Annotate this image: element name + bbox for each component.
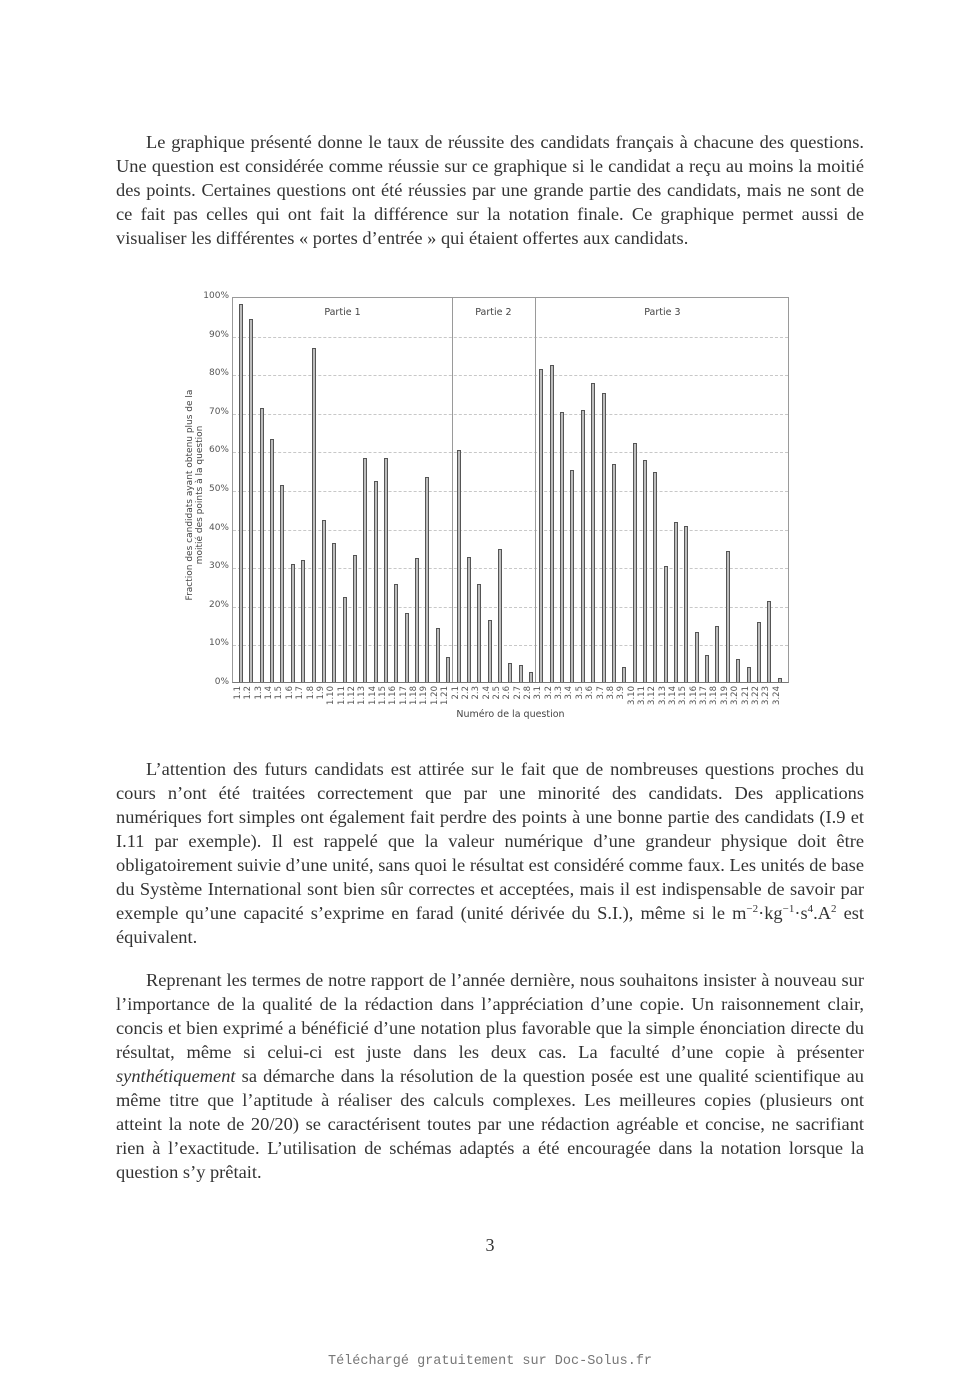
x-tick-label: 1.18 [409, 686, 420, 705]
x-tick-label: 3.15 [678, 686, 689, 705]
bar [664, 566, 668, 682]
x-tick-label: 1.21 [440, 686, 451, 705]
y-tick-label: 30% [208, 561, 229, 572]
attention-paragraph: L’attention des futurs candidats est attirée sur le fait que de nombreuses questions proches du cours n’ont été traitées correctement que par une minorité des candidats. Des applications numériques fort simples ont également fait perdre des points à une bonne partie des candidats (I.9 et I.11 par exemple). Il est rappelé que la valeur numérique d’une grandeur physique doit être obligatoirement suivie d’une unité, sans quoi le résultat est considéré comme faux. Les unités de base du Système International sont bien sûr correctes et acceptées, mais il est indispensable de savoir par exemple qu’une capacité s’exprime en farad (unité dérivée du S.I.), même si le $m^{-2}\cdot kg^{-1}\cdot s^4.A^2$ est équivalent. [116, 759, 864, 947]
bar [239, 304, 243, 682]
x-tick-label: 3.5 [574, 686, 585, 700]
x-tick-label: 1.9 [315, 686, 326, 700]
x-tick-label: 1.19 [419, 686, 430, 705]
bar [291, 564, 295, 682]
plot-area [232, 297, 789, 683]
bar [653, 472, 657, 682]
x-tick-label: 3.16 [688, 686, 699, 705]
bar [249, 319, 253, 682]
x-tick-label: 3.10 [626, 686, 637, 705]
y-tick-label: 90% [208, 329, 229, 340]
bar [394, 584, 398, 682]
x-tick-label: 3.17 [699, 686, 710, 705]
y-tick-label: 50% [208, 484, 229, 494]
x-tick-label: 1.15 [378, 686, 389, 705]
gridline [233, 491, 788, 492]
bar [353, 555, 357, 682]
y-tick-label: 20% [208, 599, 229, 610]
success-rate-chart [180, 285, 800, 725]
x-tick-label: 3.18 [709, 686, 720, 705]
bar [778, 678, 782, 682]
bar [467, 557, 471, 682]
bar [674, 522, 678, 682]
bar [695, 632, 699, 682]
bar [457, 450, 461, 682]
y-tick-label: 0% [214, 677, 229, 687]
x-tick-label: 3.6 [585, 686, 596, 700]
bar [591, 383, 595, 682]
x-axis-label: Numéro de la question [456, 709, 565, 720]
x-tick-label: 1.6 [284, 686, 295, 700]
bar [425, 477, 429, 682]
x-tick-label: 3.7 [595, 686, 606, 700]
x-tick-label: 2.7 [512, 686, 523, 700]
x-tick-label: 3.11 [636, 686, 647, 705]
bar [384, 458, 388, 682]
bar [602, 393, 606, 683]
bar [301, 560, 305, 682]
gridline [233, 452, 788, 453]
section-separator [452, 298, 453, 682]
y-tick-label: 40% [208, 522, 229, 533]
bar [436, 628, 440, 682]
x-tick-label: 3.8 [605, 686, 616, 700]
x-tick-label: 1.14 [367, 686, 378, 705]
x-tick-label: 3.19 [719, 686, 730, 705]
x-tick-label: 3.2 [543, 686, 554, 700]
x-tick-label: 1.3 [253, 686, 264, 700]
gridline [233, 375, 788, 376]
x-tick-label: 1.1 [233, 686, 243, 700]
bar [560, 412, 564, 682]
x-tick-label: 1.4 [264, 686, 275, 700]
x-tick-label: 1.10 [326, 686, 337, 705]
bar [550, 365, 554, 682]
bar [312, 348, 316, 682]
x-tick-label: 3.22 [750, 686, 761, 705]
bar [477, 584, 481, 682]
x-tick-label: 3.4 [564, 686, 575, 700]
x-tick-label: 3.20 [730, 686, 741, 705]
bar [519, 665, 523, 682]
bar [488, 620, 492, 682]
bar [322, 520, 326, 682]
bar [747, 667, 751, 682]
x-tick-label: 1.11 [336, 686, 347, 705]
x-tick-label: 3.23 [761, 686, 772, 705]
x-tick-label: 3.9 [616, 686, 627, 700]
bar [705, 655, 709, 682]
bar [581, 410, 585, 682]
x-tick-label: 3.12 [647, 686, 658, 705]
x-tick-label: 1.17 [398, 686, 409, 705]
bar [498, 549, 502, 682]
x-tick-label: 1.20 [429, 686, 440, 705]
y-tick-label: 10% [208, 638, 229, 649]
page-number: 3 [485, 1235, 495, 1255]
x-tick-label: 1.13 [357, 686, 368, 705]
bar [529, 672, 533, 682]
y-tick-label: 80% [208, 368, 229, 379]
gridline [233, 645, 788, 646]
x-tick-label: 3.14 [668, 686, 679, 705]
intro-paragraph: Le graphique présenté donne le taux de réussite des candidats français à chacune des questions. Une question est considérée comme réussie sur ce graphique si le candidat a reçu au moins la moitié des points. Certaines questions ont été réussies par une grande partie des candidats, mais ne sont de ce fait pas celles qui ont fait la différence sur la notation finale. Ce graphique permet aussi de visualiser les différentes « portes d’entrée » qui étaient offertes aux candidats. [116, 132, 864, 248]
x-tick-label: 3.3 [554, 686, 565, 700]
x-tick-label: 1.16 [388, 686, 399, 705]
bar [726, 551, 730, 682]
y-tick-label: 100% [203, 291, 229, 301]
x-tick-label: 1.7 [295, 686, 306, 700]
bar [363, 458, 367, 682]
bar [757, 622, 761, 682]
redaction-paragraph: Reprenant les termes de notre rapport de l’année dernière, nous souhaitons insister à nouveau sur l’importance de la qualité de la rédaction dans l’appréciation d’une copie. Un raisonnement clair, concis et bien exprimé a bénéficié d’une notation plus favorable que la simple énonciation directe du résultat, même si celui-ci est juste dans les deux cas. La faculté d’une copie à présenter synthétiquement sa démarche dans la résolution de la question posée est une qualité scientifique au même titre que l’aptitude à réaliser des calculs complexes. Les meilleures copies (plusieurs ont atteint la note de 20/20) se caractérisent toutes par une rédaction agréable et concise, ne sacrifiant rien à l’exactitude. L’utilisation de schémas adaptés a été encouragée dans la notation lorsque la question s’y prêtait. [116, 970, 864, 1182]
bar [332, 543, 336, 682]
bar [508, 663, 512, 682]
bar [570, 470, 574, 682]
bar [715, 626, 719, 682]
x-tick-label: 2.8 [523, 686, 534, 700]
bar [684, 526, 688, 682]
x-tick-label: 2.2 [460, 686, 471, 700]
download-footer: Téléchargé gratuitement sur Doc-Solus.fr [327, 1354, 653, 1369]
section-label: Partie 2 [475, 307, 512, 318]
gridline [233, 414, 788, 415]
x-tick-label: 1.8 [305, 686, 316, 700]
section-label: Partie 3 [644, 307, 681, 318]
y-tick-label: 70% [208, 406, 229, 417]
bar [612, 464, 616, 682]
bar [446, 657, 450, 682]
x-tick-label: 3.13 [657, 686, 668, 705]
x-tick-label: 3.1 [533, 686, 544, 700]
bar [622, 667, 626, 682]
section-separator [535, 298, 536, 682]
y-tick-label: 60% [208, 445, 229, 456]
gridline [233, 337, 788, 338]
bar [270, 439, 274, 682]
bar [767, 601, 771, 682]
x-tick-label: 1.12 [346, 686, 357, 705]
x-tick-label: 2.4 [481, 686, 492, 700]
gridline [233, 568, 788, 569]
bar [405, 613, 409, 682]
bar [280, 485, 284, 682]
x-tick-label: 1.5 [274, 686, 285, 700]
x-tick-label: 1.2 [243, 686, 254, 700]
bar [374, 481, 378, 682]
bar [643, 460, 647, 682]
bar [343, 597, 347, 682]
y-axis-label: Fraction des candidats ayant obtenu plus de la moitié des points à la question [185, 389, 205, 601]
x-tick-label: 2.3 [471, 686, 482, 700]
x-tick-label: 3.21 [740, 686, 751, 705]
bar [260, 408, 264, 682]
x-tick-label: 3.24 [771, 686, 782, 705]
gridline [233, 607, 788, 608]
section-label: Partie 1 [324, 307, 361, 318]
bar [539, 369, 543, 682]
x-tick-label: 2.6 [502, 686, 513, 700]
bar [633, 443, 637, 682]
x-tick-label: 2.1 [450, 686, 461, 700]
bar [415, 558, 419, 682]
gridline [233, 530, 788, 531]
bar [736, 659, 740, 682]
x-tick-label: 2.5 [491, 686, 502, 700]
